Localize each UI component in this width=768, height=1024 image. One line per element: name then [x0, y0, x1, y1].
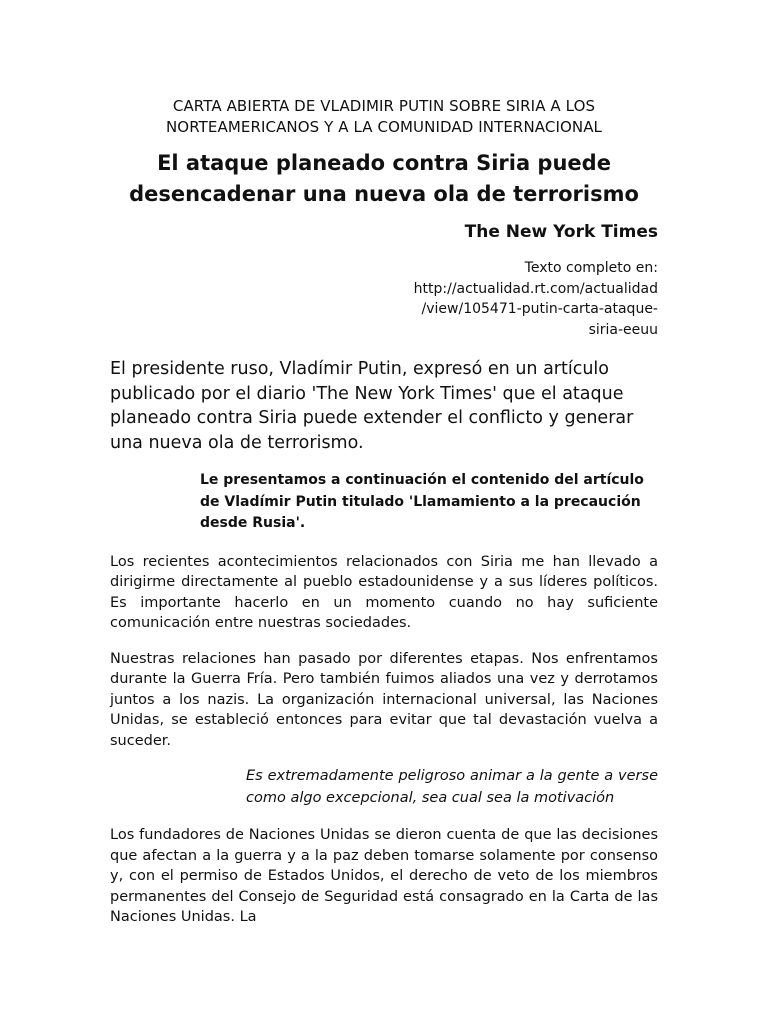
article-lead: El presidente ruso, Vladímir Putin, expresó en un artículo publicado por el diario 'The New York Times' que el ataque planeado contra Siria puede extender el conflicto y generar una nueva ola de terrorismo.	[110, 359, 634, 453]
fulltext-reference	[110, 258, 658, 340]
fulltext-url-line: siria-eeuu	[588, 321, 658, 338]
body-paragraph: Nuestras relaciones han pasado por diferentes etapas. Nos enfrentamos durante la Guerra Fría. Pero también fuimos aliados una vez y derrotamos juntos a los nazis. La organización internacional universal, las Naciones Unidas, se estableció entonces para evitar que tal devastación vuelva a suceder.	[110, 650, 658, 749]
article-headline: El ataque planeado contra Siria puede desencadenar una nueva ola de terrorismo	[129, 151, 639, 206]
body-paragraph: Los fundadores de Naciones Unidas se dieron cuenta de que las decisiones que afectan a la guerra y a la paz deben tomarse solamente por consenso y, con el permiso de Estados Unidos, el derecho de veto de los miembros permanentes del Consejo de Seguridad está consagrado en la Carta de las Naciones Unidas. La	[110, 827, 658, 925]
pull-quote: Es extremadamente peligroso animar a la gente a verse como algo excepcional, sea cual sea la motivación	[246, 768, 658, 806]
fulltext-url-line: http://actualidad.rt.com/actualidad	[413, 280, 658, 297]
article-intro: Le presentamos a continuación el contenido del artículo de Vladímir Putin titulado 'Llamamiento a la precaución desde Rusia'.	[200, 472, 644, 531]
body-paragraph: Los recientes acontecimientos relacionados con Siria me han llevado a dirigirme directamente al pueblo estadounidense y a sus líderes políticos. Es importante hacerlo en un momento cuando no hay suficiente comunicación entre nuestras sociedades.	[110, 553, 658, 631]
document-page	[110, 96, 658, 928]
fulltext-label: Texto completo en:	[524, 260, 658, 276]
fulltext-url-line: /view/105471-putin-carta-ataque-	[421, 301, 658, 317]
article-source: The New York Times	[464, 222, 658, 242]
article-kicker: CARTA ABIERTA DE VLADIMIR PUTIN SOBRE SIRIA A LOS NORTEAMERICANOS Y A LA COMUNIDAD INTERNACIONAL	[165, 97, 603, 136]
